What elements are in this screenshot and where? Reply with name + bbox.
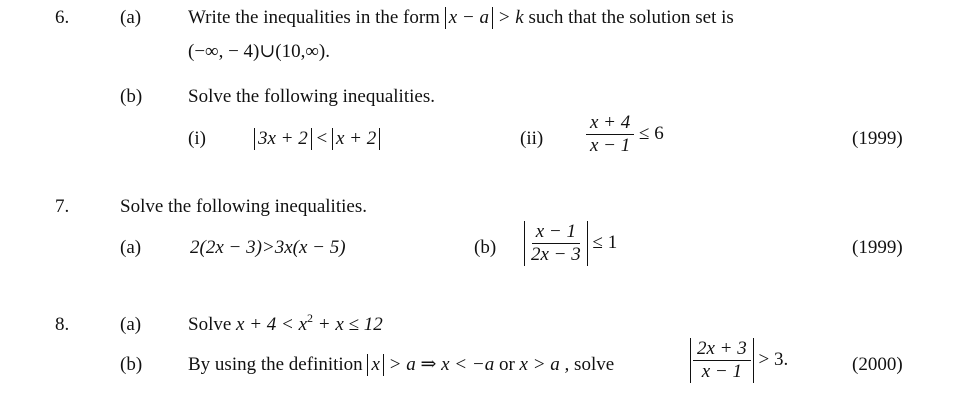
question-6b-i-expression (254, 127, 380, 151)
question-8a-expr-pre: x + 4 < x (236, 314, 308, 335)
question-8b-def-rest: > a ⇒ x < −a (388, 354, 495, 375)
question-8b-def-last: x > a , (519, 354, 570, 375)
question-8b-abs-fraction (690, 338, 754, 383)
question-6-year: (1999) (852, 128, 903, 149)
question-7-number: 7. (55, 196, 70, 217)
question-6a-pre: Write the inequalities in the form (188, 7, 440, 28)
question-8b-op: > 3. (758, 348, 789, 370)
question-8a-expr-post: + x ≤ 12 (317, 314, 383, 335)
question-6b-label: (b) (120, 86, 143, 107)
question-8b-expression (690, 338, 788, 383)
question-6a-post: such that the solution set is (528, 7, 734, 28)
question-6b-ii-fraction (586, 112, 634, 157)
question-7b-expression (524, 221, 617, 266)
question-7b-abs-fraction (524, 221, 588, 266)
question-8b-pre: By using the definition (188, 354, 363, 375)
question-8b-numerator: 2x + 3 (693, 338, 751, 361)
question-7-text: Solve the following inequalities. (120, 196, 367, 217)
question-6b-i-op: < (316, 128, 328, 149)
question-7b-op: ≤ 1 (592, 231, 618, 253)
question-6a-solution-set: (−∞, − 4)∪(10,∞). (188, 41, 330, 62)
question-7b-denominator: 2x − 3 (531, 244, 581, 265)
question-8b-label: (b) (120, 354, 143, 375)
question-8b-denominator: x − 1 (701, 361, 743, 382)
question-7b-numerator: x − 1 (532, 221, 580, 244)
question-8b-or: or (498, 354, 515, 375)
question-8b-fraction (693, 338, 751, 383)
question-8b-text (188, 353, 614, 377)
question-6b-ii-label: (ii) (520, 128, 544, 149)
question-6b-ii-op: ≤ 6 (639, 122, 664, 144)
question-6-number: 6. (55, 7, 70, 28)
question-8-year: (2000) (852, 354, 903, 375)
question-6b-i-lhs: 3x + 2 (254, 128, 312, 150)
question-8b-solve: solve (574, 354, 615, 375)
question-8-number: 8. (55, 314, 70, 335)
question-6a-form-abs: x − a (445, 7, 493, 29)
question-8a-label: (a) (120, 314, 142, 335)
question-7b-label: (b) (474, 237, 497, 258)
question-6b-ii-numerator: x + 4 (586, 112, 634, 135)
question-6a-label: (a) (120, 7, 142, 28)
question-6b-ii-expression (586, 112, 664, 157)
question-7-year: (1999) (852, 237, 903, 258)
question-6b-i-label: (i) (188, 128, 206, 149)
question-6a-form-gt: > k (497, 7, 524, 28)
question-6b-ii-denominator: x − 1 (590, 135, 631, 156)
question-6a-text (188, 6, 734, 30)
question-8a-exponent: 2 (307, 311, 314, 325)
question-6b-i-rhs: x + 2 (332, 128, 380, 150)
question-6b-text: Solve the following inequalities. (188, 86, 435, 107)
question-7b-fraction (527, 221, 585, 266)
question-7a-label: (a) (120, 237, 142, 258)
question-8a-solve: Solve (188, 314, 232, 335)
question-7a-expression: 2(2x − 3)>3x(x − 5) (190, 237, 346, 258)
question-8a-text (188, 313, 383, 337)
question-8b-def-abs: x (367, 354, 383, 376)
